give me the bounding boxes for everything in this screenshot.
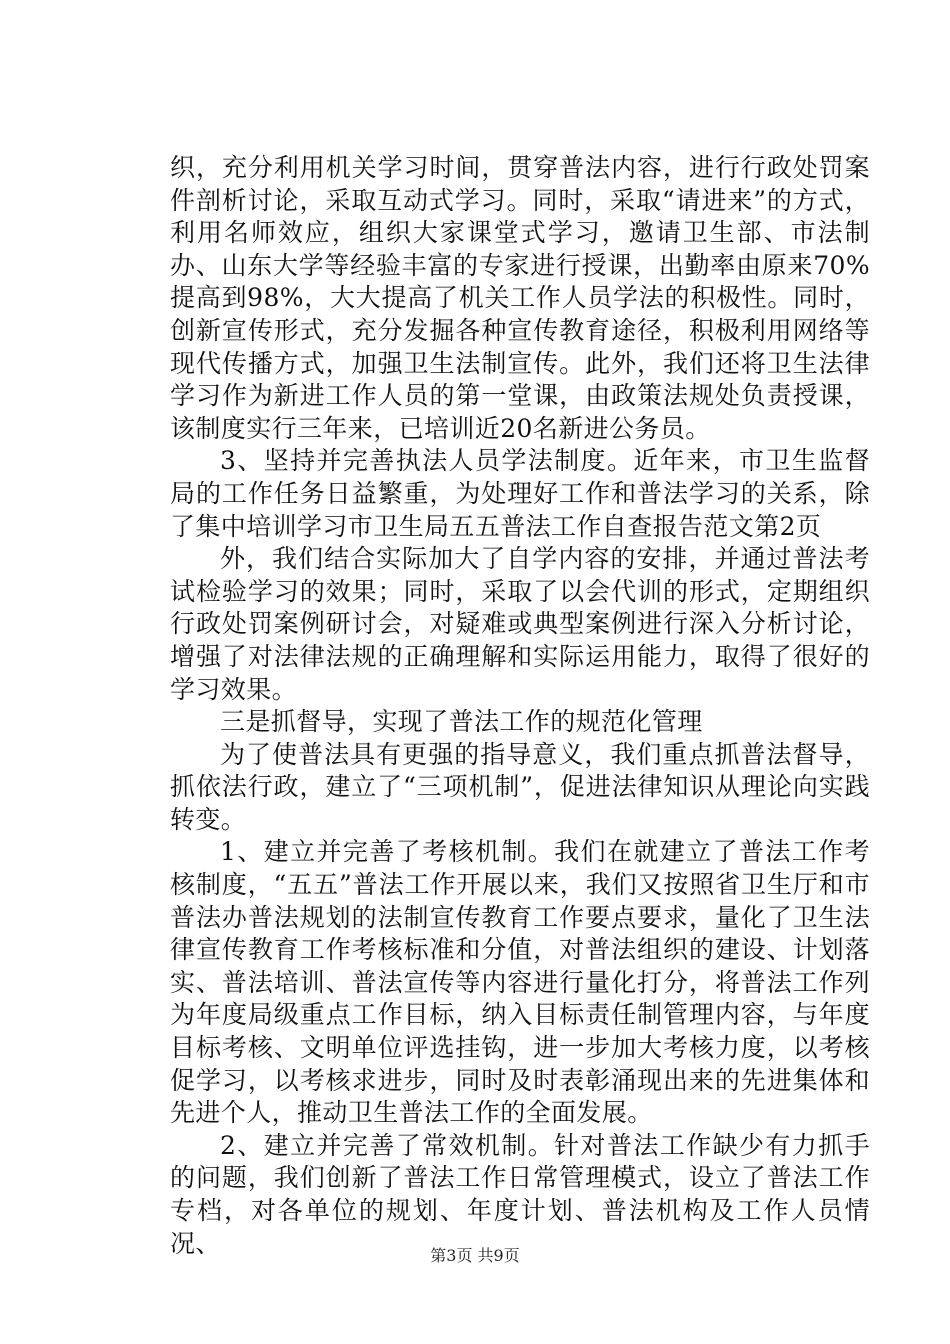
- document-body: [170, 152, 870, 1260]
- paragraph-three-mechanisms: 为了使普法具有更强的指导意义，我们重点抓普法督导，抓依法行政，建立了“三项机制”，促进法律知识从理论向实践转变。: [170, 739, 870, 834]
- page-number-footer: 第3页 共9页: [430, 1246, 520, 1265]
- paragraph-item-3: 3、坚持并完善执法人员学法制度。近年来，市卫生监督局的工作任务日益繁重，为处理好工作和普法学习的关系，除了集中培训学习市卫生局五五普法工作自查报告范文第2页: [170, 446, 870, 541]
- paragraph-assessment-mechanism: 1、建立并完善了考核机制。我们在就建立了普法工作考核制度，“五五”普法工作开展以来，我们又按照省卫生厅和市普法办普法规划的法制宣传教育工作要点要求，量化了卫生法律宣传教育工作考核标准和分值，对普法组织的建设、计划落实、普法培训、普法宣传等内容进行量化打分，将普法工作列为年度局级重点工作目标，纳入目标责任制管理内容，与年度目标考核、文明单位评选挂钩，进一步加大考核力度，以考核促学习，以考核求进步，同时及时表彰涌现出来的先进集体和先进个人，推动卫生普法工作的全面发展。: [170, 837, 870, 1128]
- section-heading-three: 三是抓督导，实现了普法工作的规范化管理: [220, 707, 703, 737]
- paragraph-self-study: 外，我们结合实际加大了自学内容的安排，并通过普法考试检验学习的效果；同时，采取了以会代训的形式，定期组织行政处罚案例研讨会，对疑难或典型案例进行深入分析讨论，增强了对法律法规的正确理解和实际运用能力，取得了很好的学习效果。: [170, 544, 870, 704]
- paragraph-continuation: 织，充分利用机关学习时间，贯穿普法内容，进行行政处罚案件剖析讨论，采取互动式学习。同时，采取“请进来”的方式，利用名师效应，组织大家课堂式学习，邀请卫生部、市法制办、山东大学等经验丰富的专家进行授课，出勤率由原来70%提高到98%，大大提高了机关工作人员学法的积极性。同时，创新宣传形式，充分发掘各种宣传教育途径，积极利用网络等现代传播方式，加强卫生法制宣传。此外，我们还将卫生法律学习作为新进工作人员的第一堂课，由政策法规处负责授课，该制度实行三年来，已培训近20名新进公务员。: [170, 153, 870, 443]
- paragraph-regular-mechanism: 2、建立并完善了常效机制。针对普法工作缺少有力抓手的问题，我们创新了普法工作日常管理模式，设立了普法工作专档，对各单位的规划、年度计划、普法机构及工作人员情况、: [170, 1130, 870, 1258]
